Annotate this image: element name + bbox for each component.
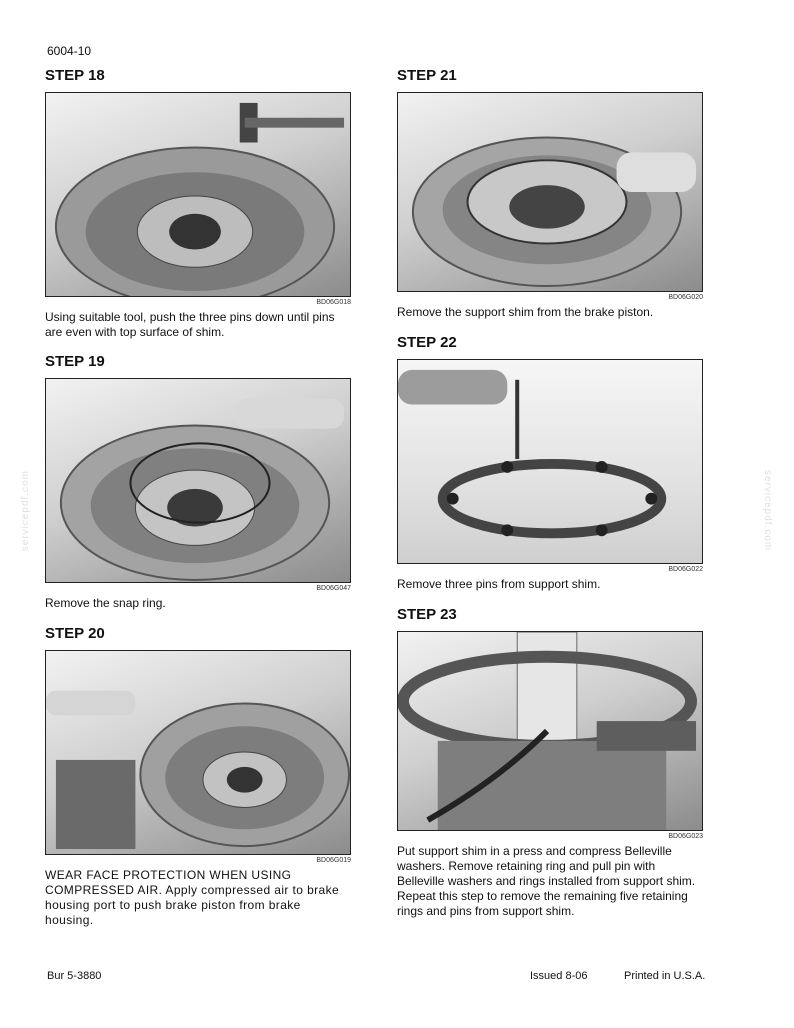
step-19-caption: Remove the snap ring. <box>45 596 166 610</box>
step-21-photo <box>397 92 703 292</box>
step-22-section <box>397 333 703 592</box>
step-20-figure-id: BD06G019 <box>316 857 351 864</box>
step-21-title: STEP 21 <box>397 67 457 84</box>
footer-printed: Printed in U.S.A. <box>624 970 706 982</box>
step-19-photo <box>45 378 351 583</box>
watermark-left: servicepdf.com <box>20 470 31 552</box>
step-23-title: STEP 23 <box>397 606 457 623</box>
step-21-section <box>397 66 703 320</box>
step-22-title: STEP 22 <box>397 334 457 351</box>
step-18-figure-id: BD06G018 <box>316 299 351 306</box>
step-18-section <box>45 66 351 340</box>
step-21-caption: Remove the support shim from the brake piston. <box>397 305 654 319</box>
step-23-photo <box>397 631 703 831</box>
step-19-figure-id: BD06G047 <box>316 585 351 592</box>
watermark-right: servicepdf.com <box>762 470 773 552</box>
step-20-title: STEP 20 <box>45 625 105 642</box>
step-18-caption: Using suitable tool, push the three pins down until pins are even with top surface of shim. <box>45 310 335 339</box>
step-19-title: STEP 19 <box>45 353 105 370</box>
step-19-section <box>45 352 351 611</box>
step-20-section <box>45 624 351 928</box>
step-23-caption: Put support shim in a press and compress Belleville washers. Remove retaining ring and pull pin with Belleville washers and rings installed from support shim. Repeat this step to remove the remaining five retaining rings and pins from support shim. <box>397 844 696 918</box>
page-number: 6004-10 <box>47 44 92 58</box>
footer-doc-number: Bur 5-3880 <box>47 970 102 982</box>
step-22-photo <box>397 359 703 564</box>
step-22-figure-id: BD06G022 <box>668 566 703 573</box>
step-18-title: STEP 18 <box>45 67 105 84</box>
step-20-caption: WEAR FACE PROTECTION WHEN USING COMPRESSED AIR. Apply compressed air to brake housing port to push brake piston from brake housing. <box>45 868 340 927</box>
step-20-photo <box>45 650 351 855</box>
step-21-figure-id: BD06G020 <box>668 294 703 301</box>
step-18-photo <box>45 92 351 297</box>
step-23-figure-id: BD06G023 <box>668 833 703 840</box>
step-22-caption: Remove three pins from support shim. <box>397 577 601 591</box>
footer-issued: Issued 8-06 <box>530 970 588 982</box>
step-23-section <box>397 605 703 919</box>
